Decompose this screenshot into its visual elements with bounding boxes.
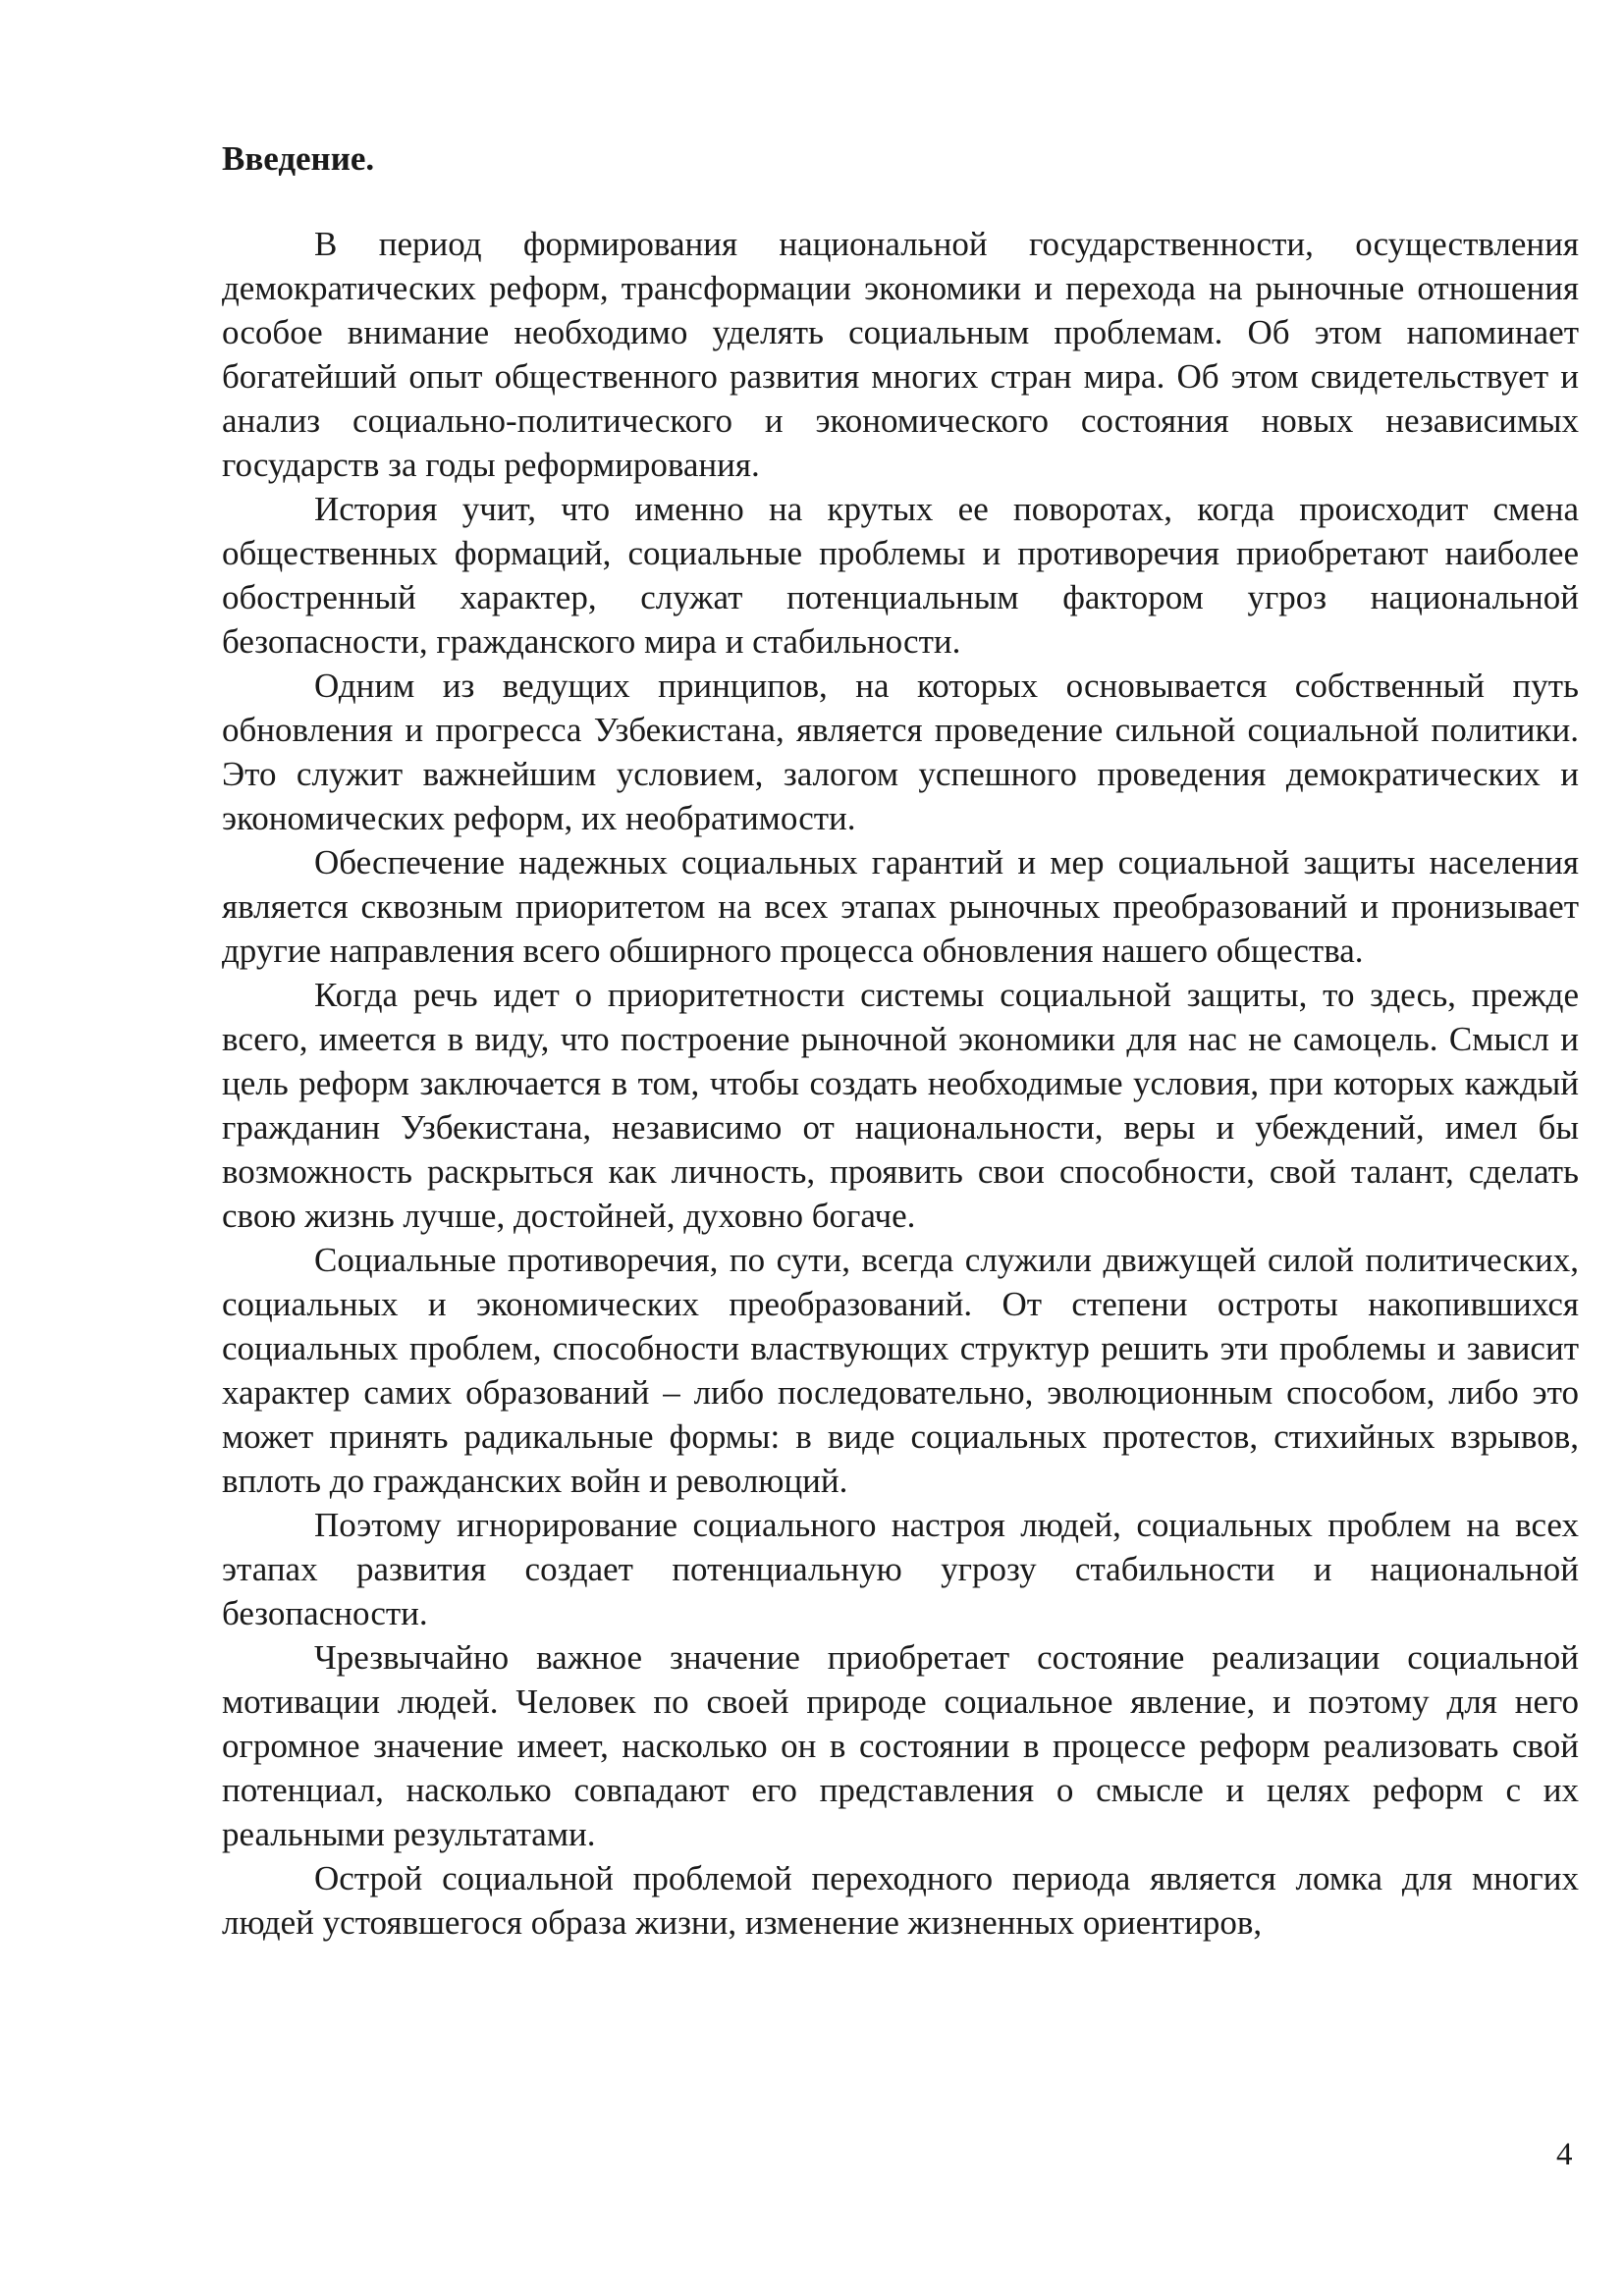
paragraph: Социальные противоречия, по сути, всегда служили движущей силой политических, социальных и экономических преобразований. От степени остроты накопившихся социальных проблем, способности властвующих структур решить эти проблемы и зависит характер самих образований – либо последовательно, эволюционным способом, либо это может принять радикальные формы: в виде социальных протестов, стихийных взрывов, вплоть до гражданских войн и революций. <box>222 1241 1579 1500</box>
section-heading: Введение. <box>222 139 375 178</box>
page-number: 4 <box>1556 2137 1573 2172</box>
paragraph: Обеспечение надежных социальных гарантий и мер социальной защиты населения является сквозным приоритетом на всех этапах рыночных преобразований и пронизывает другие направления всего обширного процесса обновления нашего общества. <box>222 843 1579 970</box>
paragraph-last: Острой социальной проблемой переходного периода является ломка для многих людей устоявшегося образа жизни, изменение жизненных ориентиров, <box>222 1859 1579 1942</box>
paragraph: В период формирования национальной государственности, осуществления демократических реформ, трансформации экономики и перехода на рыночные отношения особое внимание необходимо уделять социальным проблемам. Об этом напоминает богатейший опыт общественного развития многих стран мира. Об этом свидетельствует и анализ социально-политического и экономического состояния новых независимых государств за годы реформирования. <box>222 225 1579 484</box>
paragraph: Одним из ведущих принципов, на которых основывается собственный путь обновления и прогресса Узбекистана, является проведение сильной социальной политики. Это служит важнейшим условием, залогом успешного проведения демократических и экономических реформ, их необратимости. <box>222 667 1579 837</box>
paragraph: Чрезвычайно важное значение приобретает состояние реализации социальной мотивации людей. Человек по своей природе социальное явление, и поэтому для него огромное значение имеет, насколько он в состоянии в процессе реформ реализовать свой потенциал, насколько совпадают его представления о смысле и целях реформ с их реальными результатами. <box>222 1638 1579 1853</box>
paragraph: Поэтому игнорирование социального настроя людей, социальных проблем на всех этапах развития создает потенциальную угрозу стабильности и национальной безопасности. <box>222 1506 1579 1632</box>
paragraph: История учит, что именно на крутых ее поворотах, когда происходит смена общественных формаций, социальные проблемы и противоречия приобретают наиболее обостренный характер, служат потенциальным фактором угроз национальной безопасности, гражданского мира и стабильности. <box>222 490 1579 661</box>
body-text <box>222 222 1579 1945</box>
paragraph: Когда речь идет о приоритетности системы социальной защиты, то здесь, прежде всего, имеется в виду, что построение рыночной экономики для нас не самоцель. Смысл и цель реформ заключается в том, чтобы создать необходимые условия, при которых каждый гражданин Узбекистана, независимо от национальности, веры и убеждений, имел бы возможность раскрыться как личность, проявить свои способности, свой талант, сделать свою жизнь лучше, достойней, духовно богаче. <box>222 976 1579 1235</box>
